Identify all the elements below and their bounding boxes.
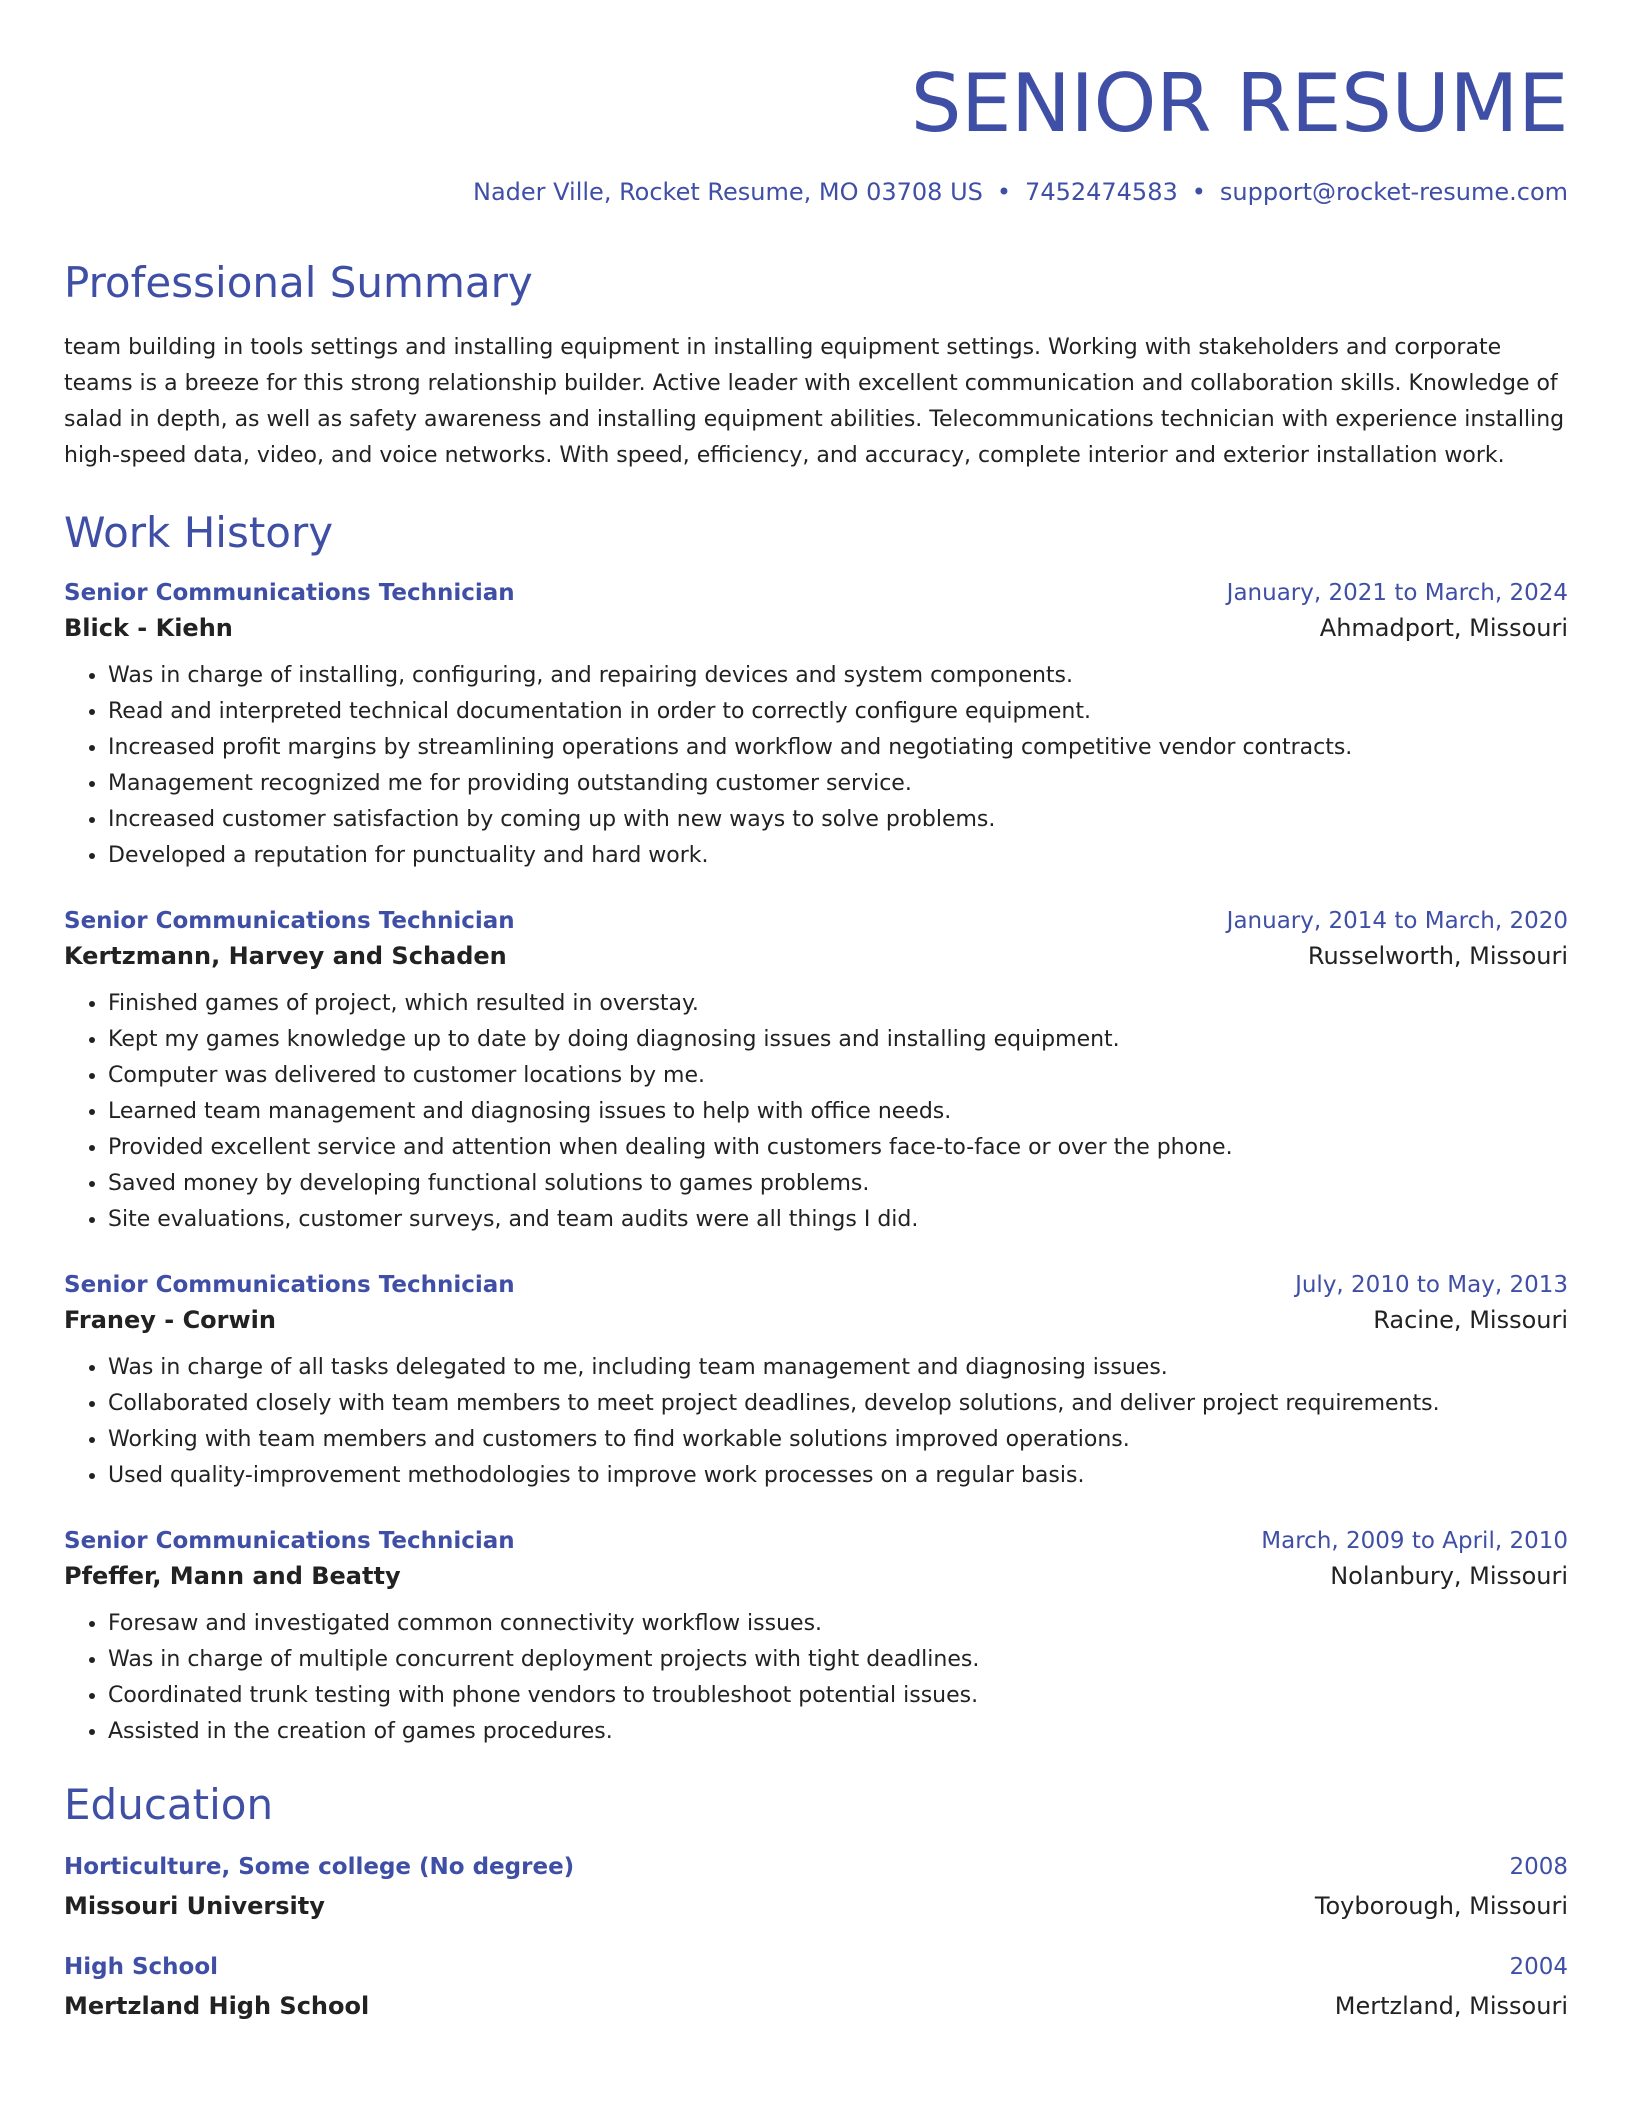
bullet-item: • Was in charge of installing, configuring, and repairing devices and system components.: [108, 658, 1568, 694]
job-entry: [64, 1272, 1568, 1494]
bullet-item: • Computer was delivered to customer locations by me.: [108, 1058, 1568, 1094]
bullet-item: • Increased customer satisfaction by coming up with new ways to solve problems.: [108, 802, 1568, 838]
bullet-item: • Site evaluations, customer surveys, and team audits were all things I did.: [108, 1202, 1568, 1238]
job-entry: [64, 908, 1568, 1238]
contact-separator: •: [996, 178, 1012, 206]
job-dates: January, 2021 to March, 2024: [1226, 580, 1568, 606]
bullet-item: • Was in charge of all tasks delegated to me, including team management and diagnosing issues.: [108, 1350, 1568, 1386]
bullet-item: • Used quality-improvement methodologies to improve work processes on a regular basis.: [108, 1458, 1568, 1494]
bullet-item: • Coordinated trunk testing with phone vendors to troubleshoot potential issues.: [108, 1678, 1568, 1714]
bullet-item: • Working with team members and customers to find workable solutions improved operations.: [108, 1422, 1568, 1458]
job-dates: January, 2014 to March, 2020: [1226, 908, 1568, 934]
bullet-item: • Kept my games knowledge up to date by doing diagnosing issues and installing equipment.: [108, 1022, 1568, 1058]
bullet-item: • Assisted in the creation of games procedures.: [108, 1714, 1568, 1750]
job-location: Russelworth, Missouri: [1307, 942, 1568, 970]
bullet-item: • Collaborated closely with team members to meet project deadlines, develop solutions, and deliver project requirements.: [108, 1386, 1568, 1422]
contact-address: Nader Ville, Rocket Resume, MO 03708 US: [473, 178, 983, 206]
job-entry: [64, 580, 1568, 874]
bullet-item: • Saved money by developing functional solutions to games problems.: [108, 1166, 1568, 1202]
degree-title: Horticulture, Some college (No degree): [64, 1854, 575, 1880]
job-entry: [64, 1528, 1568, 1750]
contact-separator: •: [1191, 178, 1206, 206]
job-location: Racine, Missouri: [1373, 1306, 1568, 1334]
education-entry: [64, 1854, 1568, 1920]
bullet-item: • Finished games of project, which resulted in overstay.: [108, 986, 1568, 1022]
job-title: Senior Communications Technician: [64, 908, 515, 934]
job-bullets: [64, 658, 1568, 874]
contact-line: [64, 178, 1568, 206]
bullet-item: • Provided excellent service and attention when dealing with customers face-to-face or over the phone.: [108, 1130, 1568, 1166]
contact-phone: 7452474583: [1025, 178, 1178, 206]
school-name: Mertzland High School: [64, 1992, 370, 2020]
resume-header: [64, 57, 1568, 206]
job-location: Nolanbury, Missouri: [1330, 1562, 1568, 1590]
summary-heading: Professional Summary: [64, 258, 533, 307]
contact-email: support@rocket-resume.com: [1219, 178, 1568, 206]
bullet-item: • Read and interpreted technical documentation in order to correctly configure equipment.: [108, 694, 1568, 730]
job-title: Senior Communications Technician: [64, 1272, 515, 1298]
job-bullets: [64, 986, 1568, 1238]
school-location: Mertzland, Missouri: [1334, 1992, 1568, 2020]
bullet-item: • Foresaw and investigated common connectivity workflow issues.: [108, 1606, 1568, 1642]
work-history-heading: Work History: [64, 508, 334, 557]
bullet-item: • Increased profit margins by streamlining operations and workflow and negotiating competitive vendor contracts.: [108, 730, 1568, 766]
company-name: Blick - Kiehn: [64, 614, 233, 642]
job-bullets: [64, 1350, 1568, 1494]
education-entry: [64, 1954, 1568, 2020]
job-location: Ahmadport, Missouri: [1319, 614, 1568, 642]
summary-text: team building in tools settings and installing equipment in installing equipment settings. Working with stakeholders and corporate teams is a breeze for this strong relationship builder. Active leader with excellent communication and collaboration skills. Knowledge of salad in depth, as well as safety awareness and installing equipment abilities. Telecommunications technician with experience installing high-speed data, video, and voice networks. With speed, efficiency, and accuracy, complete interior and exterior installation work.: [64, 335, 1565, 468]
graduation-year: 2008: [1509, 1854, 1568, 1880]
bullet-item: • Learned team management and diagnosing issues to help with office needs.: [108, 1094, 1568, 1130]
job-title: Senior Communications Technician: [64, 1528, 515, 1554]
bullet-item: • Developed a reputation for punctuality and hard work.: [108, 838, 1568, 874]
company-name: Kertzmann, Harvey and Schaden: [64, 942, 507, 970]
graduation-year: 2004: [1509, 1954, 1568, 1980]
bullet-item: • Was in charge of multiple concurrent deployment projects with tight deadlines.: [108, 1642, 1568, 1678]
company-name: Franey - Corwin: [64, 1306, 276, 1334]
company-name: Pfeffer, Mann and Beatty: [64, 1562, 401, 1590]
school-location: Toyborough, Missouri: [1314, 1892, 1568, 1920]
job-dates: March, 2009 to April, 2010: [1261, 1528, 1568, 1554]
job-title: Senior Communications Technician: [64, 580, 515, 606]
degree-title: High School: [64, 1954, 219, 1980]
school-name: Missouri University: [64, 1892, 325, 1920]
bullet-item: • Management recognized me for providing outstanding customer service.: [108, 766, 1568, 802]
resume-name: SENIOR RESUME: [910, 57, 1568, 150]
education-heading: Education: [64, 1780, 274, 1829]
job-bullets: [64, 1606, 1568, 1750]
job-dates: July, 2010 to May, 2013: [1295, 1272, 1568, 1298]
